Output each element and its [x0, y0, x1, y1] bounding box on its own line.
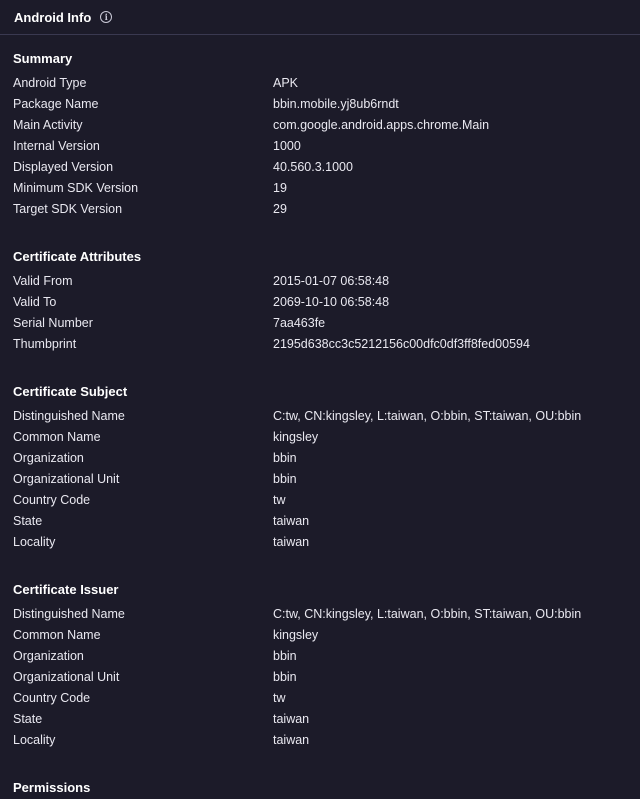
info-row	[13, 292, 627, 313]
info-row	[13, 448, 627, 469]
row-label: Target SDK Version	[13, 202, 123, 216]
section-title: Certificate Issuer	[13, 582, 119, 597]
section-certificate-issuer	[13, 579, 627, 751]
info-icon[interactable]: i	[100, 11, 112, 23]
row-value[interactable]: taiwan	[273, 733, 310, 747]
info-row	[13, 73, 627, 94]
info-row	[13, 604, 627, 625]
row-value[interactable]: C:tw, CN:kingsley, L:taiwan, O:bbin, ST:taiwan, OU:bbin	[273, 409, 582, 423]
row-label: Minimum SDK Version	[13, 181, 139, 195]
row-label: Organizational Unit	[13, 670, 120, 684]
row-value[interactable]: 2015-01-07 06:58:48	[273, 274, 390, 288]
row-value[interactable]: kingsley	[273, 628, 319, 642]
row-label: Internal Version	[13, 139, 100, 153]
row-value[interactable]: 7aa463fe	[273, 316, 326, 330]
info-row	[13, 94, 627, 115]
info-row	[13, 532, 627, 553]
row-value[interactable]: kingsley	[273, 430, 319, 444]
panel-content	[0, 48, 640, 798]
row-label: Locality	[13, 535, 56, 549]
panel-header	[0, 0, 640, 35]
row-label: Valid To	[13, 295, 57, 309]
row-label: Valid From	[13, 274, 73, 288]
row-label: Common Name	[13, 628, 101, 642]
row-label: Main Activity	[13, 118, 83, 132]
row-label: Distinguished Name	[13, 409, 125, 423]
row-value[interactable]: taiwan	[273, 514, 310, 528]
row-label: Locality	[13, 733, 56, 747]
row-label: Serial Number	[13, 316, 93, 330]
row-label: State	[13, 712, 43, 726]
row-value[interactable]: 29	[273, 202, 287, 216]
info-row	[13, 625, 627, 646]
row-value[interactable]: taiwan	[273, 712, 310, 726]
info-row	[13, 115, 627, 136]
row-value[interactable]: bbin	[273, 472, 297, 486]
row-label: State	[13, 514, 43, 528]
row-value[interactable]: 2195d638cc3c5212156c00dfc0df3ff8fed00594	[273, 337, 530, 351]
row-value[interactable]: tw	[273, 493, 286, 507]
info-row	[13, 313, 627, 334]
row-value[interactable]: 1000	[273, 139, 301, 153]
row-label: Country Code	[13, 691, 91, 705]
info-row	[13, 157, 627, 178]
info-row	[13, 646, 627, 667]
row-value[interactable]: com.google.android.apps.chrome.Main	[273, 118, 490, 132]
info-row	[13, 199, 627, 220]
section-title: Certificate Attributes	[13, 249, 142, 264]
info-row	[13, 730, 627, 751]
row-value[interactable]: tw	[273, 691, 286, 705]
info-row	[13, 667, 627, 688]
row-label: Common Name	[13, 430, 101, 444]
row-value[interactable]: taiwan	[273, 535, 310, 549]
row-value[interactable]: 40.560.3.1000	[273, 160, 353, 174]
row-label: Organizational Unit	[13, 472, 120, 486]
row-value[interactable]: bbin	[273, 451, 297, 465]
info-row	[13, 469, 627, 490]
info-row	[13, 511, 627, 532]
section-certificate-attributes	[13, 246, 627, 355]
row-label: Thumbprint	[13, 337, 77, 351]
row-value[interactable]: bbin	[273, 670, 297, 684]
row-value[interactable]: bbin.mobile.yj8ub6rndt	[273, 97, 399, 111]
row-label: Distinguished Name	[13, 607, 125, 621]
row-label: Package Name	[13, 97, 99, 111]
panel-title: Android Info	[14, 9, 92, 25]
row-label: Organization	[13, 649, 84, 663]
info-row	[13, 178, 627, 199]
section-certificate-subject	[13, 381, 627, 553]
info-row	[13, 334, 627, 355]
info-row	[13, 688, 627, 709]
row-value[interactable]: C:tw, CN:kingsley, L:taiwan, O:bbin, ST:taiwan, OU:bbin	[273, 607, 582, 621]
section-title: Summary	[13, 51, 73, 66]
row-value[interactable]: 2069-10-10 06:58:48	[273, 295, 390, 309]
row-label: Organization	[13, 451, 84, 465]
row-value[interactable]: 19	[273, 181, 287, 195]
info-row	[13, 709, 627, 730]
info-row	[13, 136, 627, 157]
section-title: Certificate Subject	[13, 384, 128, 399]
info-row	[13, 490, 627, 511]
row-label: Android Type	[13, 76, 87, 90]
section-title: Permissions	[13, 780, 91, 795]
section-summary	[13, 48, 627, 220]
info-row	[13, 427, 627, 448]
row-value[interactable]: bbin	[273, 649, 297, 663]
row-value[interactable]: APK	[273, 76, 299, 90]
info-row	[13, 271, 627, 292]
section-permissions	[13, 777, 627, 798]
row-label: Country Code	[13, 493, 91, 507]
row-label: Displayed Version	[13, 160, 114, 174]
info-row	[13, 406, 627, 427]
